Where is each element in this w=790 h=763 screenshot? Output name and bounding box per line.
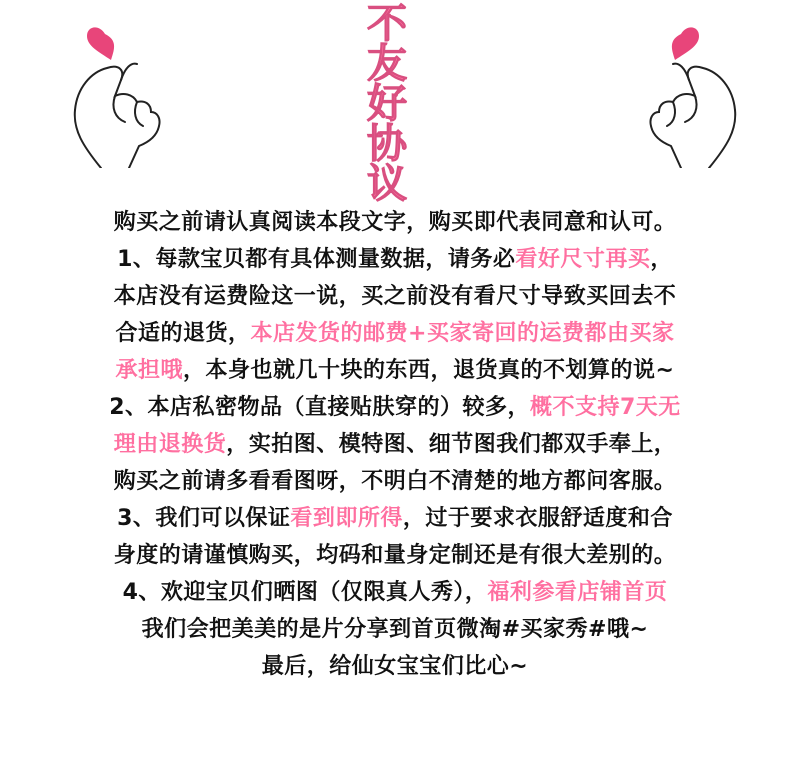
agreement-line (0, 389, 790, 426)
text-segment: 本店没有运费险这一说，买之前没有看尺寸导致买回去不 (113, 284, 677, 309)
title-char: 友 (367, 41, 407, 87)
agreement-line (0, 315, 790, 352)
text-segment: ， (650, 247, 673, 272)
text-segment: 我们会把美美的是片分享到首页微淘#买家秀#哦~ (141, 617, 649, 642)
text-segment: 合适的退货， (115, 321, 251, 346)
highlighted-text: 概不支持7天无 (530, 395, 681, 420)
agreement-line (0, 241, 790, 278)
agreement-line (0, 500, 790, 537)
agreement-line (0, 352, 790, 389)
text-segment: 3、我们可以保证 (117, 506, 291, 531)
highlighted-text: 看好尺寸再买 (515, 247, 651, 272)
agreement-line (0, 204, 790, 241)
text-segment: 1、每款宝贝都有具体测量数据，请务必 (117, 247, 516, 272)
title-char: 不 (367, 1, 407, 47)
agreement-line (0, 537, 790, 574)
title-char: 协 (367, 121, 407, 167)
highlighted-text: 福利参看店铺首页 (487, 580, 668, 605)
text-segment: 2、本店私密物品（直接贴肤穿的）较多， (109, 395, 530, 420)
page-title (362, 1, 412, 207)
highlighted-text: 理由退换货 (113, 432, 227, 457)
agreement-line (0, 611, 790, 648)
highlighted-text: 本店发货的邮费+买家寄回的运费都由买家 (250, 321, 675, 346)
highlighted-text: 看到即所得 (290, 506, 403, 531)
text-segment: ，过于要求衣服舒适度和合 (402, 506, 673, 531)
finger-heart-hand-icon (65, 18, 205, 168)
text-segment: 购买之前请多看看图呀，不明白不清楚的地方都问客服。 (113, 469, 677, 494)
text-segment: 购买之前请认真阅读本段文字，购买即代表同意和认可。 (113, 210, 677, 235)
agreement-line (0, 574, 790, 611)
text-segment: 4、欢迎宝贝们晒图（仅限真人秀）， (122, 580, 488, 605)
text-segment: 身度的请谨慎购买，均码和量身定制还是有很大差别的。 (113, 543, 677, 568)
agreement-line (0, 426, 790, 463)
text-segment: ，实拍图、模特图、细节图我们都双手奉上， (226, 432, 677, 457)
agreement-line (0, 648, 790, 685)
title-char: 好 (367, 81, 407, 127)
agreement-text (0, 204, 790, 685)
agreement-line (0, 278, 790, 315)
highlighted-text: 承担哦 (115, 358, 184, 383)
text-segment: 最后，给仙女宝宝们比心~ (261, 654, 529, 679)
agreement-line (0, 463, 790, 500)
finger-heart-hand-icon (605, 18, 745, 168)
text-segment: ，本身也就几十块的东西，退货真的不划算的说~ (183, 358, 675, 383)
title-char: 议 (367, 161, 407, 207)
